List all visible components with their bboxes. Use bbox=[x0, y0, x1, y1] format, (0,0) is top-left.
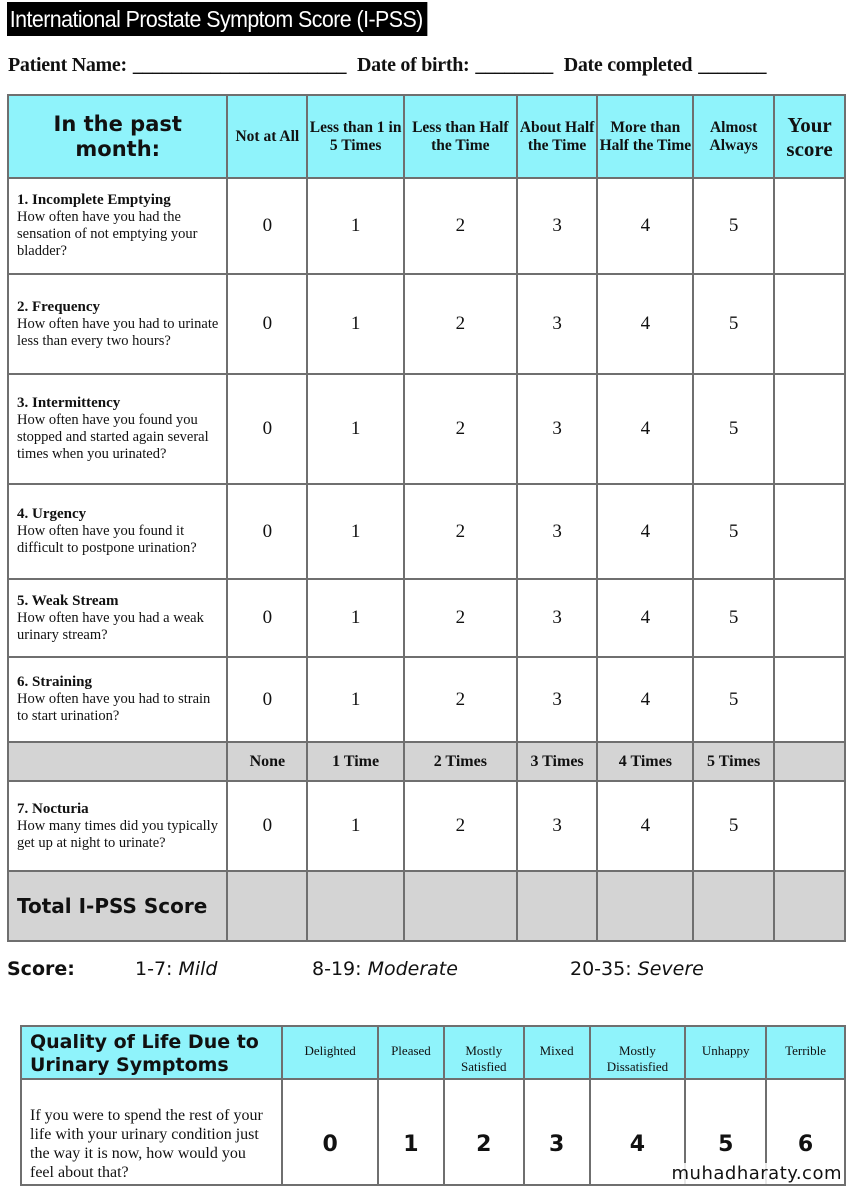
question-cell bbox=[8, 579, 227, 657]
nocturia-header-row bbox=[8, 742, 845, 781]
option-5[interactable]: 5 bbox=[693, 274, 774, 374]
question-title: 1. Incomplete Emptying bbox=[17, 192, 171, 208]
qol-question: If you were to spend the rest of your life with your urinary condition just the way it is now, how would you feel about that? bbox=[21, 1079, 282, 1185]
question-row-nocturia bbox=[8, 781, 845, 871]
option-3[interactable]: 3 bbox=[517, 374, 598, 484]
option-2[interactable]: 2 bbox=[404, 579, 517, 657]
qol-header-terrible: Terrible bbox=[766, 1026, 845, 1079]
severity-label: Moderate bbox=[367, 958, 458, 980]
option-4[interactable]: 4 bbox=[597, 781, 693, 871]
ipss-table bbox=[7, 94, 846, 942]
score-input-cell[interactable] bbox=[774, 178, 845, 274]
option-2[interactable]: 2 bbox=[404, 178, 517, 274]
option-4[interactable]: 4 bbox=[597, 657, 693, 742]
dob-label: Date of birth: bbox=[356, 54, 470, 76]
question-title: 2. Frequency bbox=[17, 298, 101, 315]
total-blank-cell bbox=[517, 871, 598, 941]
qol-option-3[interactable]: 3 bbox=[524, 1079, 590, 1185]
option-1[interactable]: 1 bbox=[307, 781, 404, 871]
option-2[interactable]: 2 bbox=[404, 484, 517, 579]
question-title: 7. Nocturia bbox=[17, 800, 89, 817]
quality-of-life-table bbox=[20, 1025, 846, 1186]
question-text: How often have you had to strain to start urination? bbox=[17, 691, 211, 724]
question-cell bbox=[8, 274, 227, 374]
qol-option-2[interactable]: 2 bbox=[444, 1079, 524, 1185]
option-5[interactable]: 5 bbox=[693, 579, 774, 657]
nocturia-header-5-times: 5 Times bbox=[693, 742, 774, 781]
question-cell bbox=[8, 374, 227, 484]
dob-field[interactable]: ________ bbox=[475, 54, 554, 76]
patient-info-line bbox=[8, 54, 772, 77]
header-your-score: Your score bbox=[774, 95, 845, 178]
option-1[interactable]: 1 bbox=[307, 274, 404, 374]
total-blank-cell bbox=[404, 871, 517, 941]
nocturia-header-1-time: 1 Time bbox=[307, 742, 404, 781]
total-ipss-score-label: Total I-PSS Score bbox=[8, 871, 227, 941]
option-5[interactable]: 5 bbox=[693, 484, 774, 579]
qol-option-6[interactable]: 6 bbox=[766, 1079, 845, 1185]
option-1[interactable]: 1 bbox=[307, 374, 404, 484]
header-about-half: About Half the Time bbox=[517, 95, 598, 178]
total-score-input-cell[interactable] bbox=[774, 871, 845, 941]
qol-title: Quality of Life Due to Urinary Symptoms bbox=[21, 1026, 282, 1079]
option-2[interactable]: 2 bbox=[404, 374, 517, 484]
question-title: 5. Weak Stream bbox=[17, 592, 119, 609]
option-2[interactable]: 2 bbox=[404, 781, 517, 871]
option-1[interactable]: 1 bbox=[307, 484, 404, 579]
question-text: How often have you found it difficult to postpone urination? bbox=[17, 523, 197, 556]
score-scale-label: Score: bbox=[7, 958, 75, 980]
header-less-than-1-in-5: Less than 1 in 5 Times bbox=[307, 95, 404, 178]
header-not-at-all: Not at All bbox=[227, 95, 307, 178]
option-0[interactable]: 0 bbox=[227, 178, 307, 274]
option-1[interactable]: 1 bbox=[307, 579, 404, 657]
question-text: How often have you found you stopped and started again several times when you urinated? bbox=[17, 412, 209, 462]
option-3[interactable]: 3 bbox=[517, 781, 598, 871]
question-title: 6. Straining bbox=[17, 674, 93, 690]
question-text: How often have you had a weak urinary stream? bbox=[17, 609, 204, 643]
option-0[interactable]: 0 bbox=[227, 484, 307, 579]
option-4[interactable]: 4 bbox=[597, 484, 693, 579]
qol-header-unhappy: Unhappy bbox=[685, 1026, 766, 1079]
form-title: International Prostate Symptom Score (I-PSS) bbox=[7, 2, 427, 36]
question-row bbox=[8, 178, 845, 274]
option-3[interactable]: 3 bbox=[517, 657, 598, 742]
qol-header-mixed: Mixed bbox=[524, 1026, 590, 1079]
nocturia-header-3-times: 3 Times bbox=[517, 742, 598, 781]
option-0[interactable]: 0 bbox=[227, 274, 307, 374]
qol-option-5[interactable]: 5 bbox=[685, 1079, 766, 1185]
date-completed-field[interactable]: _______ bbox=[698, 54, 767, 76]
question-cell bbox=[8, 178, 227, 274]
qol-option-0[interactable]: 0 bbox=[282, 1079, 378, 1185]
question-text: How often have you had the sensation of not emptying your bladder? bbox=[17, 209, 198, 259]
score-input-cell[interactable] bbox=[774, 781, 845, 871]
question-cell bbox=[8, 484, 227, 579]
total-row bbox=[8, 871, 845, 941]
qol-header-pleased: Pleased bbox=[378, 1026, 444, 1079]
severity-label: Mild bbox=[178, 958, 218, 980]
question-row bbox=[8, 579, 845, 657]
qol-header-delighted: Delighted bbox=[282, 1026, 378, 1079]
total-blank-cell bbox=[227, 871, 307, 941]
question-row bbox=[8, 374, 845, 484]
question-row bbox=[8, 274, 845, 374]
option-4[interactable]: 4 bbox=[597, 374, 693, 484]
score-range-mild bbox=[135, 958, 218, 980]
header-almost-always: Almost Always bbox=[693, 95, 774, 178]
header-less-than-half: Less than Half the Time bbox=[404, 95, 517, 178]
nocturia-header-none: None bbox=[227, 742, 307, 781]
question-text: How often have you had to urinate less than every two hours? bbox=[17, 315, 219, 349]
total-blank-cell bbox=[693, 871, 774, 941]
option-5[interactable]: 5 bbox=[693, 374, 774, 484]
range-value: 20-35: bbox=[570, 958, 632, 980]
severity-label: Severe bbox=[637, 958, 704, 980]
header-in-past-month: In the past month: bbox=[8, 95, 227, 178]
nocturia-header-blank bbox=[8, 742, 227, 781]
score-input-cell[interactable] bbox=[774, 374, 845, 484]
option-3[interactable]: 3 bbox=[517, 178, 598, 274]
patient-name-field[interactable]: ______________________ bbox=[132, 54, 347, 76]
header-row bbox=[8, 95, 845, 178]
option-2[interactable]: 2 bbox=[404, 274, 517, 374]
qol-header-mostly-dissatisfied: Mostly Dissatisfied bbox=[590, 1026, 686, 1079]
score-input-cell[interactable] bbox=[774, 579, 845, 657]
score-input-cell[interactable] bbox=[774, 274, 845, 374]
header-more-than-half: More than Half the Time bbox=[597, 95, 693, 178]
qol-option-1[interactable]: 1 bbox=[378, 1079, 444, 1185]
option-3[interactable]: 3 bbox=[517, 579, 598, 657]
option-4[interactable]: 4 bbox=[597, 579, 693, 657]
nocturia-header-score-blank bbox=[774, 742, 845, 781]
qol-header-mostly-satisfied: Mostly Satisfied bbox=[444, 1026, 524, 1079]
qol-header-row bbox=[21, 1026, 845, 1079]
patient-name-label: Patient Name: bbox=[8, 54, 127, 76]
score-input-cell[interactable] bbox=[774, 484, 845, 579]
option-5[interactable]: 5 bbox=[693, 781, 774, 871]
option-3[interactable]: 3 bbox=[517, 274, 598, 374]
question-row bbox=[8, 484, 845, 579]
total-blank-cell bbox=[307, 871, 404, 941]
score-input-cell[interactable] bbox=[774, 657, 845, 742]
score-range-severe bbox=[570, 958, 704, 980]
option-0[interactable]: 0 bbox=[227, 657, 307, 742]
question-title: 4. Urgency bbox=[17, 506, 87, 522]
option-4[interactable]: 4 bbox=[597, 178, 693, 274]
question-cell bbox=[8, 657, 227, 742]
option-1[interactable]: 1 bbox=[307, 178, 404, 274]
watermark: muhadharaty.com bbox=[671, 1163, 842, 1184]
nocturia-header-2-times: 2 Times bbox=[404, 742, 517, 781]
qol-option-4[interactable]: 4 bbox=[590, 1079, 686, 1185]
option-3[interactable]: 3 bbox=[517, 484, 598, 579]
option-5[interactable]: 5 bbox=[693, 178, 774, 274]
option-0[interactable]: 0 bbox=[227, 579, 307, 657]
date-completed-label: Date completed bbox=[563, 54, 693, 76]
option-5[interactable]: 5 bbox=[693, 657, 774, 742]
question-cell bbox=[8, 781, 227, 871]
option-4[interactable]: 4 bbox=[597, 274, 693, 374]
option-0[interactable]: 0 bbox=[227, 374, 307, 484]
total-blank-cell bbox=[597, 871, 693, 941]
question-text: How many times did you typically get up at night to urinate? bbox=[17, 817, 218, 851]
question-title: 3. Intermittency bbox=[17, 395, 121, 411]
option-1[interactable]: 1 bbox=[307, 657, 404, 742]
range-value: 8-19: bbox=[312, 958, 362, 980]
option-2[interactable]: 2 bbox=[404, 657, 517, 742]
range-value: 1-7: bbox=[135, 958, 173, 980]
nocturia-header-4-times: 4 Times bbox=[597, 742, 693, 781]
option-0[interactable]: 0 bbox=[227, 781, 307, 871]
question-row bbox=[8, 657, 845, 742]
score-range-moderate bbox=[312, 958, 458, 980]
